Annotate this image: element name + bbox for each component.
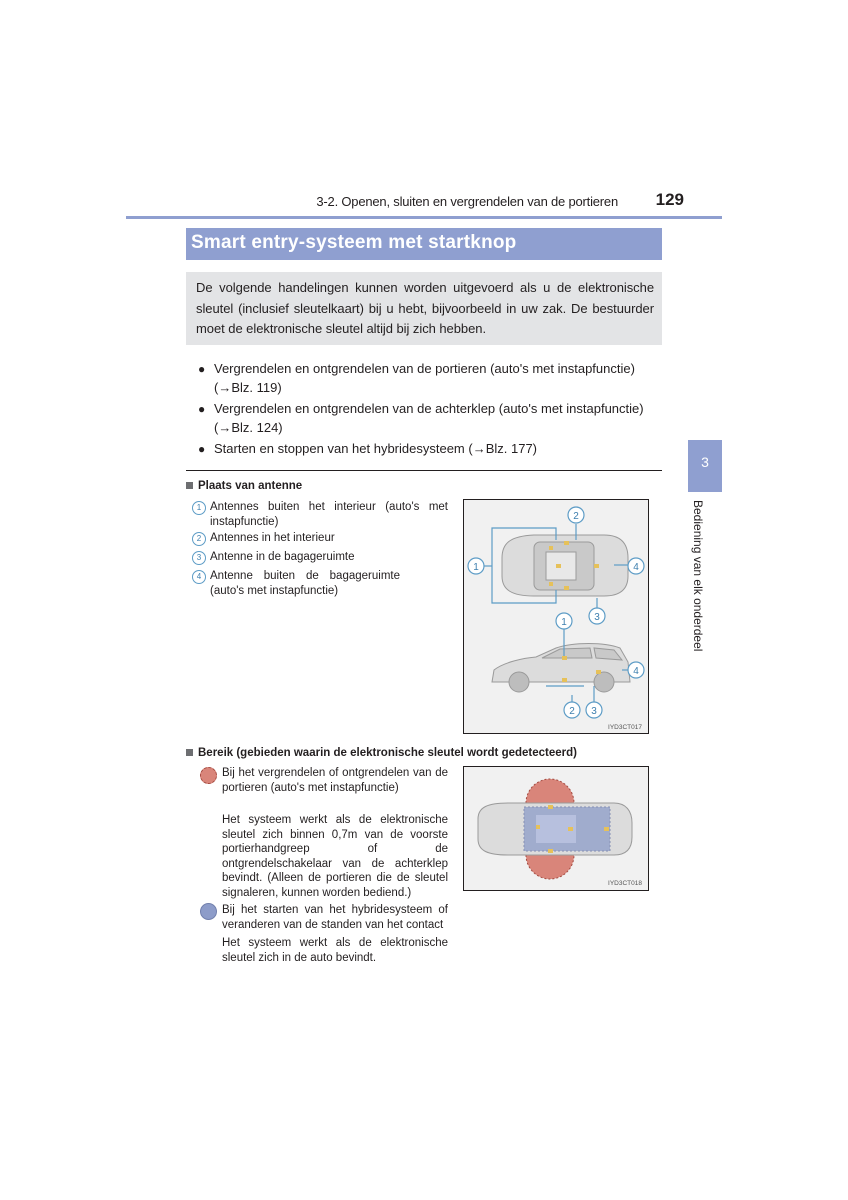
callout-3: 3 xyxy=(591,706,597,717)
callout-1: 1 xyxy=(561,617,567,628)
callout-number-icon: 1 xyxy=(192,501,206,515)
exterior-range-icon xyxy=(200,767,217,784)
bullet-icon: ● xyxy=(198,362,206,376)
callout-1: 1 xyxy=(473,562,479,573)
range-heading: Bereik (gebieden waarin de elektronische sleutel wordt gedetecteerd) xyxy=(186,747,577,759)
callout-4: 4 xyxy=(633,562,639,573)
chapter-header: 3-2. Openen, sluiten en vergrendelen van de portieren xyxy=(316,194,618,209)
callout-number-icon: 4 xyxy=(192,570,206,584)
list-item-text: Vergrendelen en ontgrendelen van de achterklep (auto's met instapfunctie) xyxy=(214,401,644,416)
car-range-illustration xyxy=(464,767,648,890)
list-item-text: Starten en stoppen van het hybridesysteem (→Blz. 177) xyxy=(214,441,538,456)
figure-code: IYD3CT018 xyxy=(608,880,642,887)
antenna-item-text: Antennes in het interieur xyxy=(210,532,335,544)
range-item-title: Bij het vergrendelen of ontgrendelen van de portieren (auto's met instapfunctie) xyxy=(222,767,448,794)
callout-2: 2 xyxy=(573,511,579,522)
chapter-tab-number: 3 xyxy=(701,454,709,470)
section-title: Smart entry-systeem met startknop xyxy=(191,232,517,253)
car-antenna-illustration xyxy=(464,500,648,733)
callout-number-icon: 2 xyxy=(192,532,206,546)
figure-code: IYD3CT017 xyxy=(608,724,642,731)
antenna-item-text: Antennes buiten het interieur (auto's met instapfunctie) xyxy=(210,501,448,528)
callout-4: 4 xyxy=(633,666,639,677)
antenna-item-text: Antenne buiten de bagageruimte (auto's met instapfunctie) xyxy=(210,570,400,597)
intro-text: De volgende handelingen kunnen worden uitgevoerd als u de elektronische sleutel (inclusief sleutelkaart) bij u hebt, bijvoorbeeld in uw zak. De bestuurder moet de elektronische sleutel altijd bij zich hebben. xyxy=(196,280,654,336)
section-divider xyxy=(186,470,662,471)
range-item-desc: Het systeem werkt als de elektronische sleutel zich binnen 0,7m van de voorste portierhandgreep of de ontgrendelschakelaar van de achterklep bevindt. (Alleen de portieren die de sleutel signaleren, kunnen worden bediend.) xyxy=(222,814,448,899)
callout-2: 2 xyxy=(569,706,575,717)
list-item xyxy=(214,399,660,437)
range-item-title: Bij het starten van het hybridesysteem of veranderen van de standen van het contact xyxy=(222,904,448,931)
list-item-text: Vergrendelen en ontgrendelen van de portieren (auto's met instapfunctie) xyxy=(214,361,635,376)
list-item xyxy=(214,359,660,397)
callout-number-icon: 3 xyxy=(192,551,206,565)
detection-range-figure xyxy=(463,766,649,891)
callout-3: 3 xyxy=(594,612,600,623)
chapter-tab-label: Bediening van elk onderdeel xyxy=(691,500,705,652)
page-reference: (→Blz. 124) xyxy=(214,420,283,435)
header-rule xyxy=(126,216,722,219)
bullet-icon: ● xyxy=(198,442,206,456)
list-item xyxy=(214,439,660,458)
antenna-item-text: Antenne in de bagageruimte xyxy=(210,551,355,563)
car-side-view xyxy=(492,644,630,693)
interior-range-icon xyxy=(200,903,217,920)
page-reference: (→Blz. 119) xyxy=(214,380,282,395)
range-item-desc: Het systeem werkt als de elektronische sleutel zich in de auto bevindt. xyxy=(222,937,448,964)
antenna-heading: Plaats van antenne xyxy=(186,480,302,492)
square-bullet-icon xyxy=(186,749,193,756)
antenna-location-figure xyxy=(463,499,649,734)
page-number: 129 xyxy=(655,190,684,209)
bullet-icon: ● xyxy=(198,402,206,416)
square-bullet-icon xyxy=(186,482,193,489)
